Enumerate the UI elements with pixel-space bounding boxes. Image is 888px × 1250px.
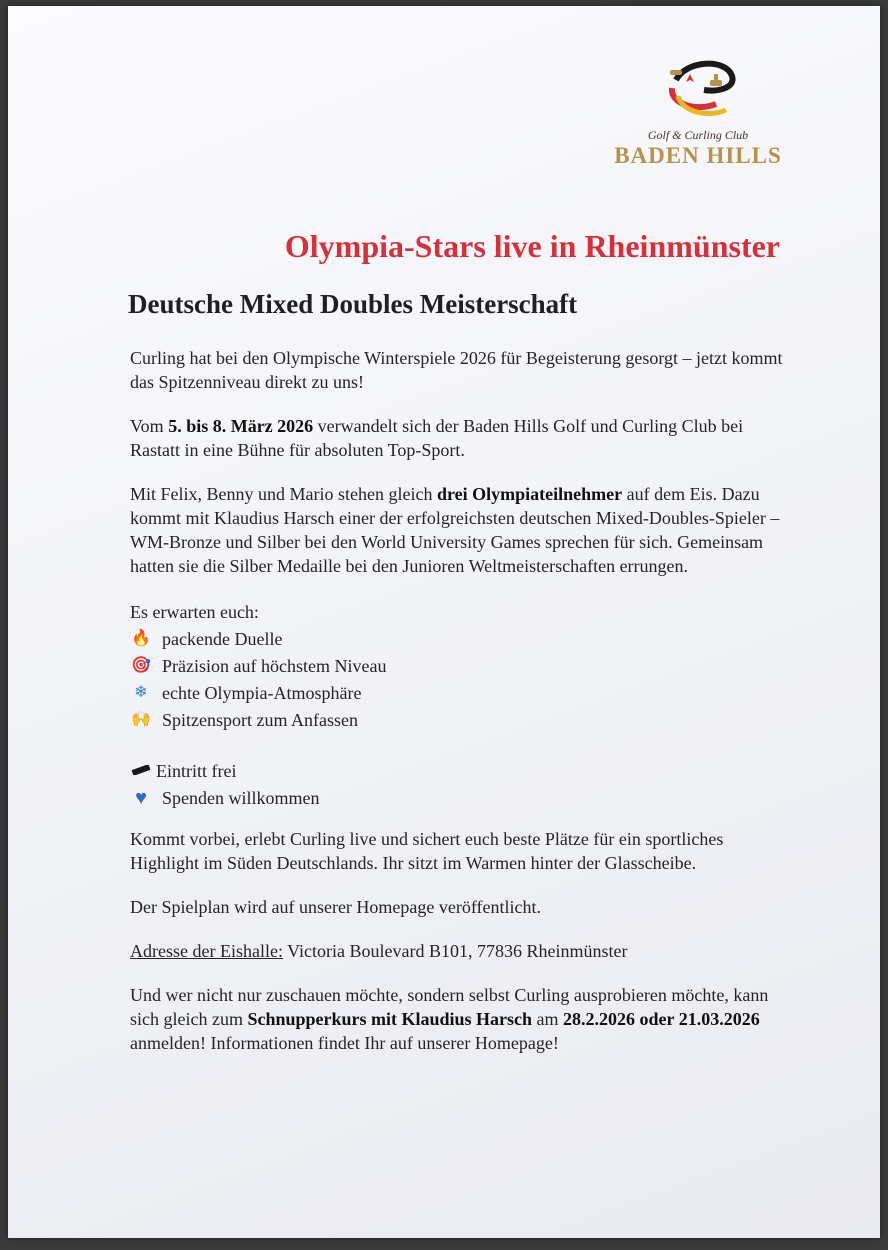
- list-item-text: echte Olympia-Atmosphäre: [162, 682, 362, 703]
- snowflake-icon: ❄: [134, 683, 148, 701]
- flyer-sheet: [8, 6, 880, 1238]
- list-item-text: Eintritt frei: [156, 760, 237, 781]
- list-item: [130, 652, 790, 679]
- date-text-pre: Vom: [130, 416, 169, 436]
- date-text-post: verwandelt sich der Baden Hills Golf und Curling Club bei Rastatt in eine Bühne für absoluten Top-Sport.: [130, 416, 744, 460]
- list-item: [130, 784, 790, 811]
- list-item: [130, 706, 790, 733]
- address-paragraph: [130, 939, 790, 963]
- schedule-paragraph: Der Spielplan wird auf unserer Homepage veröffentlicht.: [130, 897, 542, 917]
- players-paragraph: [130, 482, 790, 578]
- page-subtitle: Deutsche Mixed Doubles Meisterschaft: [128, 289, 578, 319]
- course-text-1: Und wer nicht nur zuschauen möchte, sondern selbst Curling ausprobieren möchte, kann sich gleich zum: [130, 985, 769, 1029]
- address-label: Adresse der Eishalle:: [130, 941, 283, 961]
- target-icon: 🎯: [131, 656, 151, 674]
- players-text-post: auf dem Eis. Dazu kommt mit Klaudius Harsch einer der erfolgreichsten deutschen Mixed-Doubles-Spieler – WM-Bronze und Silber bei den World University Games sprechen für sich. Gemeinsam hatten sie die Silber Medaille bei den Junioren Weltmeisterschaften errungen.: [130, 484, 780, 576]
- club-logo: [598, 52, 798, 169]
- course-text-2: am: [532, 1009, 564, 1029]
- course-text-3: anmelden! Informationen findet Ihr auf unserer Homepage!: [130, 1033, 559, 1053]
- event-dates: 5. bis 8. März 2026: [168, 416, 314, 436]
- heart-icon: ♥: [135, 786, 147, 809]
- list-item: [130, 757, 790, 784]
- course-dates: 28.2.2026 oder 21.03.2026: [563, 1009, 760, 1029]
- intro-paragraph: Curling hat bei den Olympische Winterspiele 2026 für Begeisterung gesorgt – jetzt kommt das Spitzenniveau direkt zu uns!: [130, 348, 783, 392]
- list-item-text: Spenden willkommen: [162, 787, 320, 808]
- flyer-body: [130, 346, 790, 1075]
- course-name: Schnupperkurs mit Klaudius Harsch: [247, 1009, 533, 1029]
- players-text-pre: Mit Felix, Benny und Mario stehen gleich: [130, 484, 437, 504]
- ticket-icon: [130, 763, 152, 779]
- curling-swoosh-icon: [656, 52, 740, 122]
- list-item-text: Präzision auf höchstem Niveau: [162, 655, 387, 676]
- list-item-text: packende Duelle: [162, 628, 283, 649]
- olympians-highlight: drei Olympiateilnehmer: [436, 484, 623, 504]
- logo-subline: Golf & Curling Club: [647, 128, 749, 142]
- list-item: [130, 625, 790, 652]
- course-paragraph: [130, 983, 790, 1055]
- raised-hands-icon: 🙌: [131, 710, 151, 728]
- date-paragraph: [130, 414, 790, 462]
- invite-paragraph: Kommt vorbei, erlebt Curling live und sichert euch beste Plätze für ein sportliches Highlight im Süden Deutschlands. Ihr sitzt im Warmen hinter der Glasscheibe.: [130, 829, 724, 873]
- list-item-text: Spitzensport zum Anfassen: [162, 709, 358, 730]
- page-title: Olympia-Stars live in Rheinmünster: [284, 228, 780, 264]
- list-item: [130, 679, 790, 706]
- logo-name: BADEN HILLS: [614, 143, 782, 168]
- fire-icon: 🔥: [131, 629, 151, 647]
- info-list: [130, 757, 790, 811]
- address-value: Victoria Boulevard B101, 77836 Rheinmünster: [282, 941, 628, 961]
- expectations-heading: Es erwarten euch:: [130, 601, 259, 622]
- expectations-list: [130, 598, 790, 733]
